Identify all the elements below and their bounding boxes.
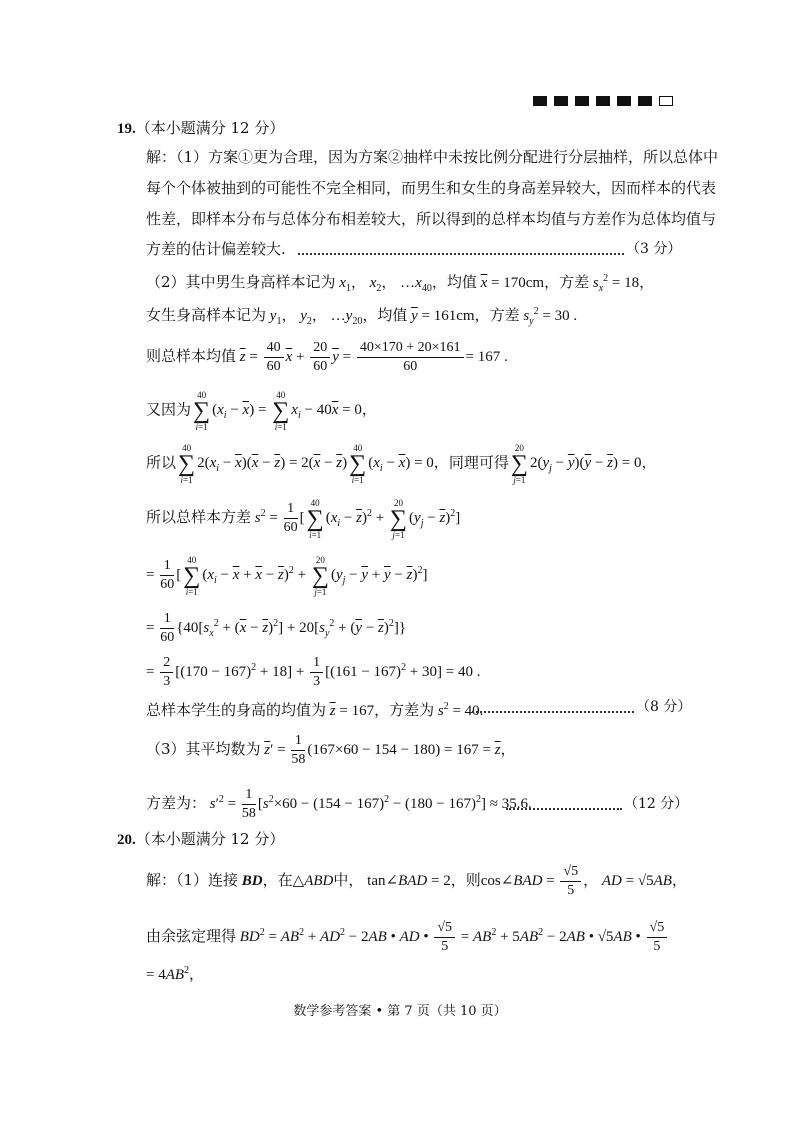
q20-number: 20. — [117, 832, 136, 848]
q19-heading — [117, 118, 284, 139]
q19-p1-line4: 方差的估计偏差较大. — [146, 240, 286, 258]
q19-title: （本小题满分 12 分） — [135, 119, 285, 137]
marker-square — [575, 96, 589, 106]
score-mark: （8 分） — [636, 699, 692, 715]
q19-p2-variance: 所以总样本方差 $s^2$ = $\frac{1}{60}$ [ 40 ∑ i=1 $(x_i - \overline{z})^2$ + 20 ∑ j=1 $(y_j - \overline{z})^2$] — [146, 497, 461, 540]
q19-p2-step3: = $\frac{2}{3}$ $[(170 - 167)^2 + 18]$ + $\frac{1}{3}$ $[(161 - 167)^2 + 30] = 40$ . — [146, 655, 481, 690]
q20-p1: 解：（1）连接 BD，在△ABD中， tan∠BAD = 2，则cos∠BAD = $\frac{√5}{5}$ ， AD = √5AB， — [146, 864, 687, 899]
marker-square — [638, 96, 652, 106]
q19-p3-mean: （3）其平均数为 $\overline{z}'$ = $\frac{1}{58}$ $(167\times 60 - 154 - 180) = 167 = \overline{z}$， — [146, 733, 516, 768]
marker-square — [554, 96, 568, 106]
dot-leader — [506, 806, 622, 810]
q19-p2-step1: = $\frac{1}{60}$ [ 40 ∑ i=1 $(x_i - \overline{x} + \overline{x} - \overline{z})^2$ + 20 ∑ j=1 $(y_j - \overline{y} + \overline{y} - \overline{z})^2$] — [146, 554, 428, 597]
q19-p1-line1: 解：（1）方案①更为合理，因为方案②抽样中未按比例分配进行分层抽样，所以总体中 — [146, 148, 719, 166]
q19-p2-because: 又因为 40 ∑ i=1 $(x_i - \overline{x})$ = 40 ∑ i=1 $x_i - 40\overline{x} = 0$， — [146, 390, 377, 432]
marker-square — [596, 96, 610, 106]
q19-p1-line2: 每个个体被抽到的可能性不完全相同，而男生和女生的身高差异较大，因而样本的代表 — [146, 179, 717, 197]
q19-p2-male: （2）其中男生身高样本记为 $x_1$， $x_2$， $\dots x_{40}$，均值 $\overline{x} = 170cm$，方差 $s_x^2 = 18$， — [146, 273, 655, 294]
q20-title: （本小题满分 12 分） — [135, 830, 285, 848]
q20-heading — [117, 829, 284, 850]
q19-p2-result: 总样本学生的身高的均值为 $\overline{z} = 167$，方差为 $s^2 = 40$. — [146, 701, 484, 719]
q20-p2-result: = $4AB^2$， — [146, 965, 205, 983]
page-footer: 数学参考答案 • 第 7 页（共 10 页） — [293, 1004, 507, 1019]
q19-p3-variance: 方差为： $s'^2$ = $\frac{1}{58}$ $[s^2\times 60 - (154 - 167)^2 - (180 - 167)^2] \approx 35.6$. — [146, 787, 532, 822]
q19-p1-line3: 性差，即样本分布与总体分布相差较大，所以得到的总样本均值与方差作为总体均值与 — [146, 210, 717, 228]
page-marker — [533, 96, 673, 106]
marker-square-empty — [659, 96, 673, 106]
marker-square — [533, 96, 547, 106]
q19-p2-step2: = $\frac{1}{60}$ $\{40[s_x^2 + (\overline{x} - \overline{z})^2] + 20[s_y^2 + (\overline{y} - \overline{z})^2]\}$ — [146, 611, 407, 646]
q19-number: 19. — [117, 121, 136, 137]
dot-leader — [298, 251, 624, 255]
marker-square — [617, 96, 631, 106]
score-mark: （3 分） — [626, 241, 682, 257]
score-mark: （12 分） — [624, 796, 689, 812]
q19-p2-total-mean: 则总样本均值 $\overline{z}$ = $\frac{40}{60}$ $\overline{x}$ + $\frac{20}{60}$ $\overline{y}$ = $\frac{40\times 170 + 20\times 161}{60}$ = 167 . — [146, 340, 508, 375]
dot-leader — [472, 709, 634, 713]
q19-p2-so: 所以 40 ∑ i=1 $2(x_i - \overline{x})(\overline{x} - \overline{z}) = 2(\overline{x} - \overline{z})$ 40 ∑ i=1 $(x_i - \overline{x}) = 0$，同理可得 20 ∑ j=1 $2(y_j - \overline{y})(\overline{y} - \overline{z}) = 0$， — [146, 443, 657, 485]
q20-p2: 由余弦定理得 $BD^2 = AB^2 + AD^2 - 2AB$ • AD • $\frac{√5}{5}$ = $AB^2 + 5AB^2 - 2AB$ • √5AB • $\frac{√5}{5}$ — [146, 915, 669, 956]
q19-p2-female: 女生身高样本记为 $y_1$， $y_2$， $\dots y_{20}$，均值 $\overline{y} = 161cm$，方差 $s_y^2 = 30$ . — [146, 306, 578, 327]
